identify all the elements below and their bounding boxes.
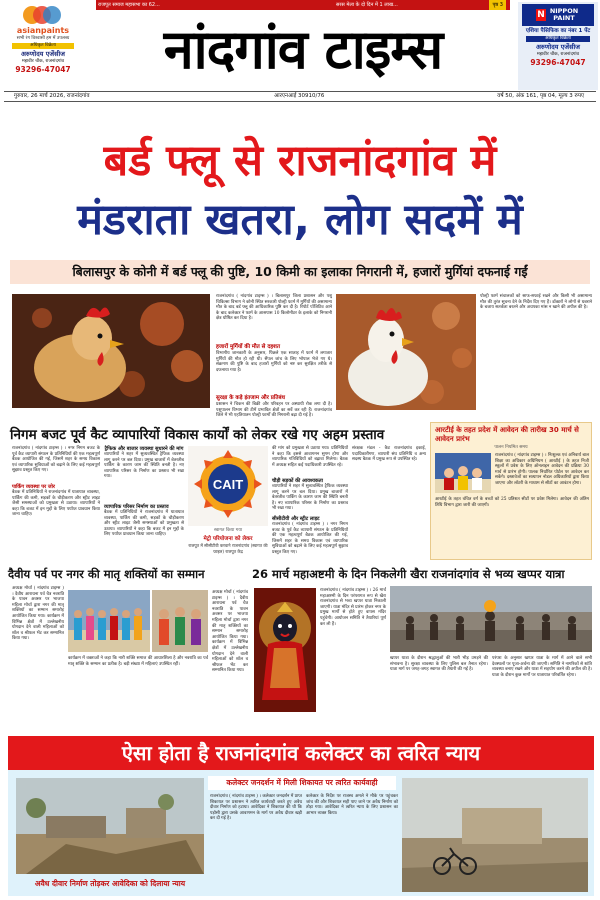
top-strip (96, 0, 510, 10)
rni-number: आरएनआई 30910/76 (274, 93, 325, 99)
story3-body-1: अध्यक्ष मोर्चा ( नांदगांव टाइम्स ) । दैवीय आराधना पर्व चैत्र नवरात्रि के पावन अवसर पर भाजपा महिला मोर्चा द्वारा नगर की मातृ शक्तियों का सम्मान समारोह आयोजित किया गया। कार्यक्रम में विभिन्न क्षेत्रों में उल्लेखनीय योगदान देने वाली महिलाओं को शॉल व श्रीफल भेंट कर सम्मानित किया गया। (12, 586, 64, 642)
nippon-ad (518, 2, 598, 90)
top-strip-item-1: राजपूत समाज महासभा का 62... (98, 2, 160, 8)
story4-photo-deity (254, 588, 316, 712)
asianpaints-phone: 93296-47047 (15, 65, 71, 74)
story2-col2 (104, 446, 184, 552)
lead-headline-1: बर्ड फ्लू से राजनांदगांव में (103, 136, 497, 186)
masthead-title: नांदगांव टाइम्स (163, 18, 443, 81)
asianpaints-authorized: अधिकृत विक्रेता (12, 43, 74, 49)
story2-sub-4: चौड़ी सड़कों की आवश्यकता (272, 478, 323, 484)
lead-sub-1: हजारों मुर्गियों की मौत से दहशत (216, 344, 281, 350)
asianpaints-tagline: सभी रंग विश्वासी हम में उपलब्ध (16, 36, 70, 41)
bottom-body-1: राजनांदगांव ( नांदगांव टाइम्स ) । कलेक्टर जनदर्शन में प्राप्त शिकायत पर प्रशासन ने त्वरित कार्यवाही करते हुए अवैध दीवार निर्माण को हटाया। आवेदिका ने शिकायत की थी कि पड़ोसी द्वारा उसके आवागमन के मार्ग पर अवैध दीवार खड़ी कर दी गई है। (210, 794, 302, 822)
story2-body-2: बैठक में प्रतिनिधियों ने राजनांदगांव में यातायात व्यवस्था, पार्किंग की कमी, सड़कों के चौड़ीकरण और स्ट्रीट लाइट जैसी समस्याओं को प्रमुखता से उठाया। व्यापारियों ने कहा कि बजट में इन मुद्दों के लिए पर्याप्त प्रावधान किया जाना चाहिए। (12, 490, 100, 518)
bottom-caption: अवैध दीवार निर्माण तोड़कर आवेदिका को दिलाया न्याय (34, 879, 186, 888)
story2-caption-top: स्वागत किया गया (213, 528, 243, 533)
story2-headline: निगम बजट पूर्व कैट व्यापारियों विकास कार्यों को लेकर रखे गए अहम प्रस्ताव (10, 427, 385, 443)
asianpaints-address: महावीर चौक, राजनांदगांव (21, 59, 65, 64)
story2-caption-title: मेट्रो परियोजना को लेकर (203, 536, 253, 542)
lead-photo-chicken-virus (12, 294, 210, 408)
bottom-subhead: कलेक्टर जनदर्शन में मिली शिकायत पर त्वरित कार्यवाही (208, 776, 396, 790)
nippon-address: महावीर चौक, राजनांदगांव (536, 52, 580, 57)
nippon-authorized: अधिकृत विक्रेता (526, 36, 590, 42)
story2-sub-5: सीसीटीवी और स्ट्रीट लाइट (272, 516, 320, 522)
asianpaints-logo-icon (18, 4, 68, 26)
story2-body-4: की मांग को प्रमुखता से उठाया गया। प्रतिनिधियों ने कहा कि इससे आवागमन सुगम होगा और व्यापारिक गतिविधियों को बढ़ावा मिलेगा। बैठक में अध्यक्ष सहित कई पदाधिकारी उपस्थित रहे। (272, 446, 348, 468)
story2-body-3: व्यापारियों ने शहर में सुव्यवस्थित ट्रैफिक व्यवस्था लागू करने पर बल दिया। प्रमुख बाजारों में बेतरतीब पार्किंग के कारण जाम की स्थिति बनती है। नए व्यापारिक परिसर के निर्माण का प्रस्ताव भी रखा गया। (104, 452, 184, 480)
story4-body-3: परंपरा के अनुसार खप्पर यात्रा के मार्ग में आने वाले सभी देवस्थलों पर पूजा-अर्चना की जाएगी। समिति ने नागरिकों से शांति व्यवस्था बनाए रखने और यात्रा में सहयोग करने की अपील की है। यात्रा के दौरान कुछ मार्गों पर यातायात परिवर्तित रहेगा। (492, 656, 592, 678)
story2-col4 (272, 446, 348, 556)
story2-cait-logo (188, 446, 268, 526)
lead-body-4: पोल्ट्री फार्म संचालकों को साफ-सफाई रखने और किसी भी असामान्य मौत की तुरंत सूचना देने के निर्देश दिए गए हैं। डॉक्टरों ने लोगों से घबराने के बजाय सतर्कता बरतने और अधपका मांस न खाने की अपील की है। (480, 294, 592, 311)
story2-body-4c: राजनांदगांव ( नांदगांव टाइम्स ) । नगर निगम बजट के पूर्व कैट व्यापारी संगठन के प्रतिनिधियों की एक महत्वपूर्ण बैठक आयोजित की गई, जिसमें शहर के समग्र विकास एवं व्यापारिक सुविधाओं को बढ़ाने के लिए कई महत्वपूर्ण सुझाव प्रस्तुत किए गए। (272, 522, 348, 555)
lead-subhead: बिलासपुर के कोनी में बर्ड फ्लू की पुष्टि, 10 किमी का इलाका निगरानी में, हजारों मुर्गियां दफनाई गईं (10, 260, 590, 284)
nippon-dealer: अरुणोदय एजेंसीज (535, 43, 581, 51)
bottom-banner-text: ऐसा होता है राजनांदगांव कलेक्टर का त्वरित न्याय (121, 741, 481, 765)
sidebar-headline: आरटीई के तहत प्रदेश में आवेदन की तारीख 30 मार्च से आवेदन प्रारंभ (435, 426, 579, 443)
nippon-logo-icon: N (537, 10, 545, 20)
nippon-phone: 93296-47047 (530, 58, 586, 67)
lead-sub-2: सुरक्षा के कड़े इंतजाम और प्रतिबंध (216, 395, 286, 401)
story2-sub-1: ट्रैफिक और बाजार व्यवस्था सुधारने की मांग (104, 446, 184, 452)
cait-logo-icon (188, 446, 268, 526)
top-strip-page: पृष्ठ 3 (489, 0, 506, 10)
issue-date: गुरुवार, 26 मार्च 2026, राजनांदगांव (14, 93, 90, 99)
asianpaints-dealer: अरुणोदय एजेंसीज (20, 50, 66, 58)
nippon-brand-box (522, 4, 594, 26)
story2-col1 (12, 446, 100, 552)
asianpaints-brand: asianpaints (16, 26, 70, 35)
story4-body-2: खप्पर यात्रा के दौरान श्रद्धालुओं की भारी भीड़ उमड़ने की संभावना है। सुरक्षा व्यवस्था के लिए पुलिस बल तैनात रहेगा। यात्रा मार्ग पर जगह-जगह स्वागत की तैयारी की गई है। (390, 656, 488, 673)
story2-body-3b: बैठक में प्रतिनिधियों ने राजनांदगांव में यातायात व्यवस्था, पार्किंग की कमी, सड़कों के चौड़ीकरण और स्ट्रीट लाइट जैसी समस्याओं को प्रमुखता से उठाया। व्यापारियों ने कहा कि बजट में इन मुद्दों के लिए पर्याप्त प्रावधान किया जाना चाहिए। (104, 510, 184, 538)
bottom-box (8, 736, 594, 896)
lead-headline-2: मंडराता खतरा, लोग सदमें में (77, 195, 523, 245)
story4-photo-procession (390, 586, 592, 652)
bottom-body-2: कलेक्टर के निर्देश पर राजस्व अमले ने मौके पर पहुंचकर जांच की और शिकायत सही पाए जाने पर अवैध निर्माण को तोड़ा गया। आवेदिका ने त्वरित न्याय के लिए प्रशासन का आभार व्यक्त किया। (306, 794, 398, 816)
svg-text:CAIT: CAIT (212, 477, 244, 492)
sidebar-body-2: आरटीई के तहत वंचित वर्ग के बच्चों को 25 प्रतिशत सीटों पर प्रवेश मिलेगा। आवेदन की अंतिम तिथि विभाग द्वारा जारी की जाएगी। (435, 497, 589, 508)
story2-sub-2: पार्किंग व्यवस्था पर जोर (12, 484, 55, 490)
bottom-banner (8, 736, 594, 770)
top-strip-item-2: सरस मेला के दो दिन में 1 लाख... (336, 2, 398, 8)
story2-caption-text: राजपूत में सीसीटीवी करवाने राजनांदगांव (स्वागत की फाइल) राजपूत केंद्र (188, 543, 268, 554)
story3-photo-women (68, 590, 150, 652)
sidebar-box (430, 422, 592, 560)
lead-body-col1 (216, 294, 332, 419)
issue-meta: वर्ष 50, अंक 161, पृष्ठ 04, मूल्य 3 रुपए (497, 93, 584, 99)
story2-names: संरक्षक मंडल - कैट राजनांदगांव इकाई, पदाधिकारीगण, व्यापारी संघ प्रतिनिधि व अन्य सदस्य बैठक में प्रमुख रूप से उपस्थित रहे। (352, 446, 426, 463)
story2-sub-3: व्यापारिक परिसर निर्माण का प्रस्ताव (104, 504, 169, 510)
story3-body-2: कार्यक्रम में वक्ताओं ने कहा कि नारी शक्ति समाज की आधारशिला है और नवरात्रि का पर्व मातृ शक्ति के सम्मान का प्रतीक है। बड़ी संख्या में महिलाएं उपस्थित रहीं। (68, 656, 208, 667)
lead-body-3: प्रशासन ने चिकन की बिक्री और परिवहन पर अस्थायी रोक लगा दी है। पशुपालन विभाग की टीमें प्रभावित क्षेत्रों का सर्वे कर रही हैं। राजनांदगांव जिले में भी एहतियातन पोल्ट्री फार्मों की निगरानी बढ़ा दी गई है। (216, 402, 332, 419)
story3-body-3: अध्यक्ष मोर्चा ( नांदगांव टाइम्स ) । दैवीय आराधना पर्व चैत्र नवरात्रि के पावन अवसर पर भाजपा महिला मोर्चा द्वारा नगर की मातृ शक्तियों का सम्मान समारोह आयोजित किया गया। कार्यक्रम में विभिन्न क्षेत्रों में उल्लेखनीय योगदान देने वाली महिलाओं को शॉल व श्रीफल भेंट कर सम्मानित किया गया। (212, 590, 248, 674)
nippon-brand: NIPPON PAINT (549, 6, 579, 22)
sidebar-label: पालन नियमित समय (494, 445, 528, 450)
lead-body-1: राजनांदगांव ( नांदगांव टाइम्स ) । बिलासपुर जिला प्रशासन और पशु चिकित्सा विभाग ने कोनी स्थित सरकारी पोल्ट्री फार्म में मुर्गियों की असामान्य मौत के बाद बर्ड फ्लू की आधिकारिक पुष्टि कर दी है। रिपोर्ट पॉजिटिव आने के बाद कलेक्टर ने फार्म के आसपास 10 किलोमीटर के इलाके को निगरानी क्षेत्र घोषित कर दिया है। (216, 294, 332, 322)
story4-body-1: राजनांदगांव ( नांदगांव टाइम्स ) । 26 मार्च महाअष्टमी के दिन परंपरागत रूप से खैरा राजनांदगांव से भव्य खप्पर यात्रा निकाली जाएगी। यात्रा मंदिर से प्रारंभ होकर नगर के प्रमुख मार्गों से होते हुए वापस मंदिर पहुंचेगी। आयोजन समिति ने तैयारियां पूर्ण कर ली हैं। (320, 588, 386, 627)
bottom-photo-site (16, 778, 204, 874)
lead-photo-rooster (336, 294, 476, 410)
story2-caption (188, 536, 268, 556)
story3-photo-group (152, 590, 208, 652)
date-bar (4, 91, 596, 102)
story2-body-4b: व्यापारियों ने शहर में सुव्यवस्थित ट्रैफिक व्यवस्था लागू करने पर बल दिया। प्रमुख बाजारों में बेतरतीब पार्किंग के कारण जाम की स्थिति बनती है। नए व्यापारिक परिसर के निर्माण का प्रस्ताव भी रखा गया। (272, 484, 348, 512)
bottom-photo-wall (402, 778, 588, 892)
lead-body-2: विभागीय जानकारी के अनुसार, पिछले एक सप्ताह में फार्म में लगातार मुर्गियों की मौत हो रही थी। सैंपल जांच के लिए भोपाल भेजे गए थे। संक्रमण की पुष्टि के बाद हजारों मुर्गियों को नष्ट कर सुरक्षित तरीके से दफनाया गया है। (216, 351, 332, 373)
story2-body-1: राजनांदगांव ( नांदगांव टाइम्स ) । नगर निगम बजट के पूर्व कैट व्यापारी संगठन के प्रतिनिधियों की एक महत्वपूर्ण बैठक आयोजित की गई, जिसमें शहर के समग्र विकास एवं व्यापारिक सुविधाओं को बढ़ाने के लिए कई महत्वपूर्ण सुझाव प्रस्तुत किए गए। (12, 446, 100, 474)
nippon-tagline: एशिया पैसिफिक का नंबर 1 पेंट (525, 28, 591, 34)
asianpaints-ad (4, 4, 82, 90)
story3-headline: दैवीय पर्व पर नगर की मातृ शक्तियों का सम्मान (8, 567, 205, 581)
story4-headline: 26 मार्च महाअष्टमी के दिन निकलेगी खैरा राजनांदगांव से भव्य खप्पर यात्रा (252, 567, 565, 581)
sidebar-photo (435, 453, 491, 493)
sidebar-body: राजनांदगांव ( नांदगांव टाइम्स ) । निःशुल्क एवं अनिवार्य बाल शिक्षा का अधिकार अधिनियम ( आरटीई ) के तहत निजी स्कूलों में प्रवेश के लिए ऑनलाइन आवेदन की प्रक्रिया 30 मार्च से प्रारंभ होगी। पालक निर्धारित पोर्टल पर आवेदन कर सकेंगे। दस्तावेजों का सत्यापन नोडल अधिकारियों द्वारा किया जाएगा और लॉटरी के माध्यम से सीटों का आवंटन होगा। (495, 453, 589, 486)
